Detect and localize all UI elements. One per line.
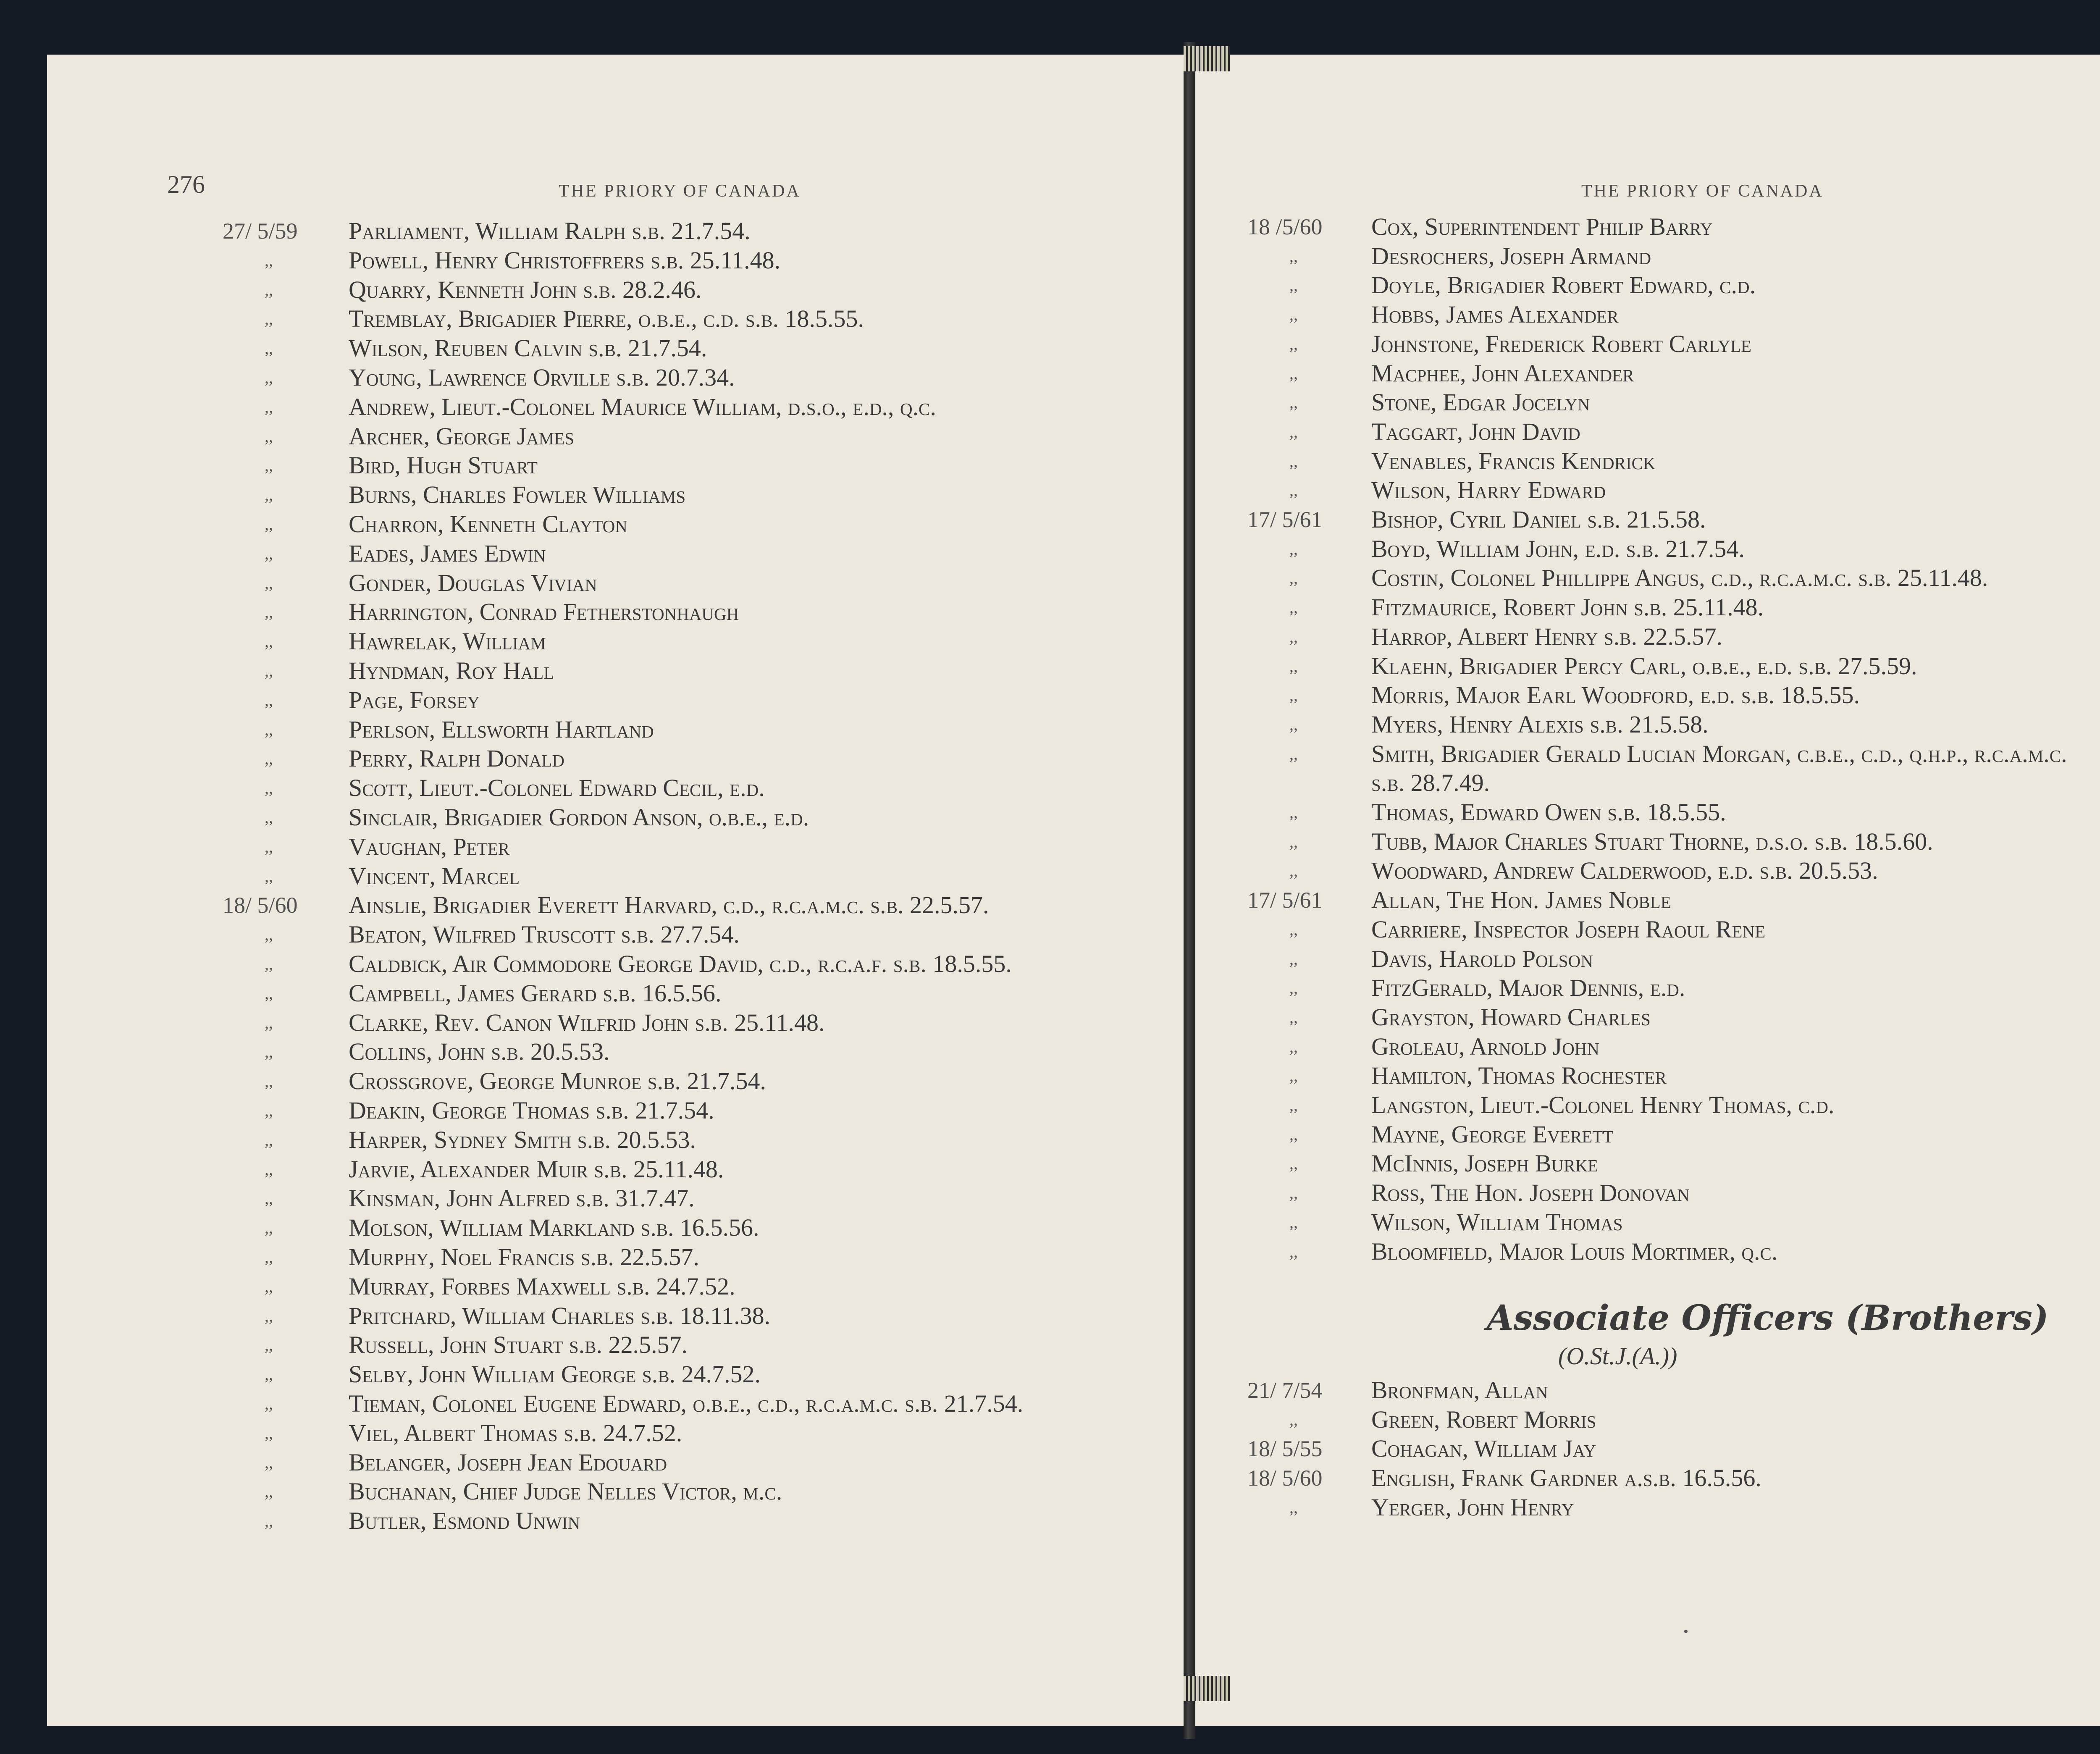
entry-name: Doyle, Brigadier Robert Edward, c.d. [1371, 271, 1756, 299]
entry-date: ,, [265, 925, 273, 944]
entry-date: ,, [265, 426, 273, 446]
entry-name: Tubb, Major Charles Stuart Thorne, d.s.o. s.b. 18.5.60. [1371, 827, 1933, 855]
entry-date: ,, [265, 1276, 273, 1296]
section-title: Associate Officers (Brothers) [1487, 1298, 2049, 1338]
entry-name: Vincent, Marcel [349, 862, 520, 890]
entry-name: Venables, Francis Kendrick [1371, 447, 1656, 475]
entry-name: Ross, The Hon. Joseph Donovan [1371, 1179, 1690, 1207]
entry-date: ,, [1289, 1007, 1298, 1027]
entry-name: Cohagan, William Jay [1371, 1435, 1596, 1463]
entry-date: ,, [265, 1130, 273, 1149]
entry-name: Woodward, Andrew Calderwood, e.d. s.b. 20.5.53. [1371, 857, 1878, 885]
entry-name: Taggart, John David [1371, 417, 1580, 445]
entry-name: Belanger, Joseph Jean Edouard [349, 1448, 667, 1476]
entry-name: Boyd, William John, e.d. s.b. 21.7.54. [1371, 535, 1745, 562]
entry-date: ,, [1289, 1124, 1298, 1144]
entry-name: Murray, Forbes Maxwell s.b. 24.7.52. [349, 1272, 735, 1300]
entry-name: Cox, Superintendent Philip Barry [1371, 213, 1713, 240]
entry-date: ,, [1289, 276, 1298, 295]
entry-date: ,, [265, 1042, 273, 1061]
entry-name: Burns, Charles Fowler Williams [349, 481, 686, 509]
entry-name: Eades, James Edwin [349, 539, 546, 567]
entry-date: ,, [265, 368, 273, 387]
entry-date: ,, [1289, 598, 1298, 617]
entry-name: Pritchard, William Charles s.b. 18.11.38. [349, 1302, 771, 1329]
entry-date: ,, [265, 1189, 273, 1208]
entry-date: ,, [1289, 1497, 1298, 1517]
entry-name: Clarke, Rev. Canon Wilfrid John s.b. 25.11.48. [349, 1008, 825, 1036]
entry-name: s.b. 28.7.49. [1371, 769, 1490, 797]
entry-date: ,, [265, 309, 273, 328]
entry-date: ,, [1289, 861, 1298, 880]
book-gutter [1184, 42, 1195, 1739]
left-running-head: THE PRIORY OF CANADA [559, 181, 801, 201]
entry-name: Green, Robert Morris [1371, 1405, 1596, 1433]
entry-date: ,, [265, 1335, 273, 1355]
entry-date: ,, [265, 339, 273, 358]
entry-date: ,, [265, 1247, 273, 1266]
entry-name: Wilson, Harry Edward [1371, 476, 1606, 504]
entry-name: Wilson, William Thomas [1371, 1208, 1623, 1236]
entry-date: ,, [1289, 919, 1298, 939]
entry-name: Bronfman, Allan [1371, 1376, 1548, 1404]
entry-date: ,, [1289, 451, 1298, 470]
entry-name: Andrew, Lieut.-Colonel Maurice William, d.s.o., e.d., q.c. [349, 393, 936, 420]
entry-name: Thomas, Edward Owen s.b. 18.5.55. [1371, 798, 1726, 826]
entry-date: ,, [1289, 246, 1298, 265]
entry-name: Deakin, George Thomas s.b. 21.7.54. [349, 1097, 714, 1124]
entry-date: ,, [1289, 481, 1298, 500]
entry-name: Selby, John William George s.b. 24.7.52. [349, 1360, 761, 1388]
entry-date: ,, [1289, 1037, 1298, 1056]
entry-date: ,, [265, 1159, 273, 1179]
entry-date: ,, [265, 983, 273, 1003]
entry-date: ,, [265, 749, 273, 768]
entry-name: Jarvie, Alexander Muir s.b. 25.11.48. [349, 1155, 724, 1183]
entry-name: Crossgrove, George Munroe s.b. 21.7.54. [349, 1067, 766, 1095]
entry-name: Young, Lawrence Orville s.b. 20.7.34. [349, 364, 735, 391]
entry-date: 18/ 5/60 [1247, 1465, 1323, 1491]
entry-date: ,, [1289, 949, 1298, 968]
entry-date: ,, [265, 1306, 273, 1325]
entry-date: 18/ 5/55 [1247, 1436, 1323, 1462]
entry-name: Bloomfield, Major Louis Mortimer, q.c. [1371, 1237, 1778, 1265]
entry-name: Harrop, Albert Henry s.b. 22.5.57. [1371, 622, 1723, 650]
gutter-binding-bottom [1184, 1676, 1230, 1701]
entry-date: ,, [265, 1452, 273, 1472]
entry-date: ,, [1289, 539, 1298, 558]
entry-name: Klaehn, Brigadier Percy Carl, o.b.e., e.d. s.b. 27.5.59. [1371, 652, 1917, 680]
entry-date: ,, [265, 1511, 273, 1531]
entry-name: Archer, George James [349, 422, 575, 450]
entry-date: ,, [1289, 305, 1298, 324]
entry-name: Caldbick, Air Commodore George David, c.d., r.c.a.f. s.b. 18.5.55. [349, 950, 1012, 977]
entry-date: ,, [265, 719, 273, 739]
entry-date: ,, [1289, 1154, 1298, 1173]
entry-name: Charron, Kenneth Clayton [349, 510, 627, 538]
entry-date: ,, [1289, 1212, 1298, 1231]
entry-name: Tieman, Colonel Eugene Edward, o.b.e., c.d., r.c.a.m.c. s.b. 21.7.54. [349, 1390, 1024, 1417]
entry-name: Yerger, John Henry [1371, 1493, 1574, 1521]
entry-name: Scott, Lieut.-Colonel Edward Cecil, e.d. [349, 774, 765, 802]
entry-name: Allan, The Hon. James Noble [1371, 886, 1671, 914]
entry-name: English, Frank Gardner a.s.b. 16.5.56. [1371, 1464, 1761, 1492]
entry-name: Hawrelak, William [349, 628, 546, 655]
entry-date: ,, [265, 573, 273, 592]
entry-name: Beaton, Wilfred Truscott s.b. 27.7.54. [349, 921, 740, 948]
entry-date: ,, [1289, 1183, 1298, 1203]
entry-name: Morris, Major Earl Woodford, e.d. s.b. 18.5.55. [1371, 681, 1860, 709]
entry-name: Hyndman, Roy Hall [349, 657, 554, 684]
entry-date: ,, [1289, 744, 1298, 763]
entry-date: ,, [265, 280, 273, 299]
entry-name: Bird, Hugh Stuart [349, 452, 538, 479]
entry-date: 21/ 7/54 [1247, 1378, 1323, 1403]
gutter-binding-top [1184, 46, 1230, 71]
entry-date: 17/ 5/61 [1247, 507, 1323, 532]
entry-date: ,, [1289, 978, 1298, 998]
entry-name: Stone, Edgar Jocelyn [1371, 389, 1590, 416]
entry-date: ,, [265, 690, 273, 709]
entry-name: Myers, Henry Alexis s.b. 21.5.58. [1371, 710, 1709, 738]
entry-name: Butler, Esmond Unwin [349, 1507, 580, 1535]
entry-date: ,, [265, 485, 273, 504]
entry-name: Buchanan, Chief Judge Nelles Victor, m.c. [349, 1478, 782, 1505]
entry-name: Groleau, Arnold John [1371, 1032, 1599, 1060]
entry-date: ,, [265, 954, 273, 973]
entry-name: Smith, Brigadier Gerald Lucian Morgan, c.b.e., c.d., q.h.p., r.c.a.m.c. [1371, 740, 2067, 767]
entry-date: ,, [1289, 568, 1298, 588]
entry-date: ,, [265, 1482, 273, 1501]
entry-name: Powell, Henry Christoffrers s.b. 25.11.48. [349, 246, 781, 274]
entry-name: Harrington, Conrad Fetherstonhaugh [349, 598, 739, 626]
entry-name: Parliament, William Ralph s.b. 21.7.54. [349, 217, 751, 244]
entry-name: Kinsman, John Alfred s.b. 31.7.47. [349, 1184, 695, 1212]
entry-name: Collins, John s.b. 20.5.53. [349, 1038, 610, 1066]
entry-name: Sinclair, Brigadier Gordon Anson, o.b.e., e.d. [349, 803, 809, 831]
entry-date: 18/ 5/60 [223, 893, 298, 918]
entry-name: Ainslie, Brigadier Everett Harvard, c.d., r.c.a.m.c. s.b. 22.5.57. [349, 891, 989, 919]
entry-name: Carriere, Inspector Joseph Raoul Rene [1371, 915, 1766, 943]
entry-name: Johnstone, Frederick Robert Carlyle [1371, 330, 1751, 357]
entry-date: ,, [1289, 627, 1298, 646]
entry-date: ,, [265, 250, 273, 270]
entry-name: Russell, John Stuart s.b. 22.5.57. [349, 1331, 688, 1359]
right-running-head: THE PRIORY OF CANADA [1581, 181, 1824, 201]
entry-name: Gonder, Douglas Vivian [349, 569, 597, 596]
entry-date: ,, [1289, 363, 1298, 383]
entry-name: McInnis, Joseph Burke [1371, 1150, 1599, 1177]
entry-name: Perlson, Ellsworth Hartland [349, 715, 654, 743]
entry-name: Wilson, Reuben Calvin s.b. 21.7.54. [349, 334, 707, 362]
entry-date: ,, [265, 1394, 273, 1413]
left-page-number: 276 [167, 171, 205, 198]
entry-name: Molson, William Markland s.b. 16.5.56. [349, 1214, 759, 1242]
entry-date: ,, [1289, 334, 1298, 353]
entry-name: Harper, Sydney Smith s.b. 20.5.53. [349, 1126, 696, 1153]
entry-name: Perry, Ralph Donald [349, 745, 564, 772]
entry-date: 27/ 5/59 [223, 218, 298, 244]
entry-name: Bishop, Cyril Daniel s.b. 21.5.58. [1371, 506, 1706, 533]
entry-date: ,, [265, 778, 273, 798]
entry-date: ,, [265, 1423, 273, 1442]
entry-name: Costin, Colonel Phillippe Angus, c.d., r.c.a.m.c. s.b. 25.11.48. [1371, 564, 1988, 592]
entry-name: Hobbs, James Alexander [1371, 301, 1619, 328]
entry-date: ,, [1289, 656, 1298, 675]
entry-date: 18 /5/60 [1247, 214, 1323, 239]
entry-name: Campbell, James Gerard s.b. 16.5.56. [349, 979, 722, 1007]
entry-date: ,, [265, 515, 273, 533]
entry-name: Grayston, Howard Charles [1371, 1003, 1651, 1031]
entry-name: FitzGerald, Major Dennis, e.d. [1371, 974, 1685, 1002]
entry-name: Hamilton, Thomas Rochester [1371, 1062, 1667, 1090]
entry-date: ,, [265, 808, 273, 827]
entry-date: ,, [1289, 1095, 1298, 1114]
entry-name: Macphee, John Alexander [1371, 359, 1634, 387]
entry-name: Fitzmaurice, Robert John s.b. 25.11.48. [1371, 593, 1764, 621]
entry-date: ,, [265, 602, 273, 622]
entry-date: ,, [265, 866, 273, 885]
entry-name: Vaughan, Peter [349, 832, 510, 860]
entry-name: Murphy, Noel Francis s.b. 22.5.57. [349, 1243, 699, 1271]
entry-date: ,, [265, 1365, 273, 1384]
entry-date: ,, [265, 1071, 273, 1091]
entry-date: ,, [1289, 1410, 1298, 1429]
entry-name: Davis, Harold Polson [1371, 945, 1593, 972]
entry-date: ,, [265, 397, 273, 416]
entry-date: ,, [1289, 393, 1298, 412]
entry-name: Desrochers, Joseph Armand [1371, 242, 1651, 270]
entry-date: ,, [265, 456, 273, 475]
entry-date: ,, [265, 632, 273, 651]
entry-date: 17/ 5/61 [1247, 888, 1323, 913]
entry-name: Mayne, George Everett [1371, 1120, 1614, 1148]
entry-name: Viel, Albert Thomas s.b. 24.7.52. [349, 1419, 682, 1447]
entry-date: ,, [265, 1218, 273, 1237]
entry-date: ,, [265, 1101, 273, 1120]
entry-date: ,, [1289, 685, 1298, 705]
entry-date: ,, [1289, 803, 1298, 822]
entry-name: Langston, Lieut.-Colonel Henry Thomas, c.d. [1371, 1091, 1835, 1119]
entry-name: Tremblay, Brigadier Pierre, o.b.e., c.d. s.b. 18.5.55. [349, 305, 864, 333]
entry-date: ,, [265, 544, 273, 563]
entry-date: ,, [265, 1013, 273, 1032]
entry-date: ,, [1289, 422, 1298, 441]
page-dot [1684, 1630, 1688, 1633]
entry-date: ,, [265, 661, 273, 680]
entry-date: ,, [1289, 714, 1298, 734]
entry-date: ,, [265, 837, 273, 856]
section-subtitle: (O.St.J.(A.)) [1558, 1342, 1677, 1370]
entry-name: Page, Forsey [349, 686, 480, 714]
entry-date: ,, [1289, 1242, 1298, 1261]
entry-name: Quarry, Kenneth John s.b. 28.2.46. [349, 276, 702, 303]
entry-date: ,, [1289, 1066, 1298, 1085]
entry-date: ,, [1289, 832, 1298, 851]
